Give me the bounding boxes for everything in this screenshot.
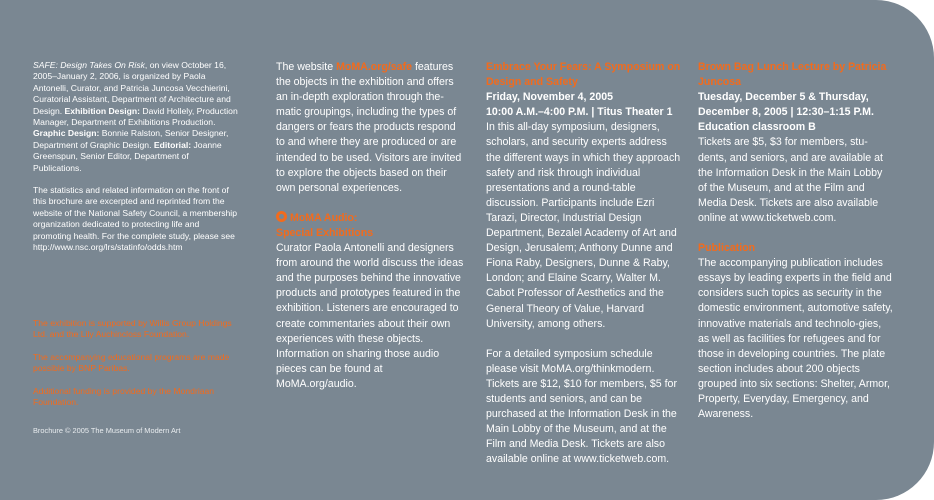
website-link[interactable]: MoMA.org/safe bbox=[336, 61, 412, 73]
symposium-heading: Embrace Your Fears: A Symposium on Design and Safety bbox=[486, 61, 681, 89]
lecture-column bbox=[698, 60, 893, 422]
website-intro: The website bbox=[276, 61, 337, 73]
copyright-footer: Brochure © 2005 The Museum of Modern Art bbox=[33, 426, 181, 435]
exhibition-design-label: Exhibition Design: bbox=[64, 105, 140, 116]
credits-paragraph bbox=[33, 60, 238, 174]
website-column bbox=[276, 60, 466, 392]
sponsor-1: The exhibition is supported by Willis Group Holdings Ltd. and the Lily Auchincloss Foundation. bbox=[33, 318, 232, 340]
statistics-note: The statistics and related information on the front of this brochure are excerpted and reprinted from the website of the National Safety Council, a membership organization dedicated to protecting life and promoting health. For the complete study, please see http://www.nsc.org/lrs/statinfo/odds.htm bbox=[33, 185, 237, 253]
website-text: features the objects in the exhibition and offers an in-depth exploration through the-matic groupings, including the types of dangers or fears the products respond to and where they are produced or are intended to be used. Visitors are invited to explore the objects based on their own personal experiences. bbox=[276, 61, 462, 194]
credits-column bbox=[33, 60, 238, 254]
lecture-date: Tuesday, December 5 & Thursday, December 8, 2005 | 12:30–1:15 P.M. bbox=[698, 91, 874, 119]
exhibition-title: SAFE: Design Takes On Risk bbox=[33, 60, 145, 70]
publication-heading: Publication bbox=[698, 242, 756, 255]
lecture-heading: Brown Bag Lunch Lecture by Patricia Juncosa bbox=[698, 61, 887, 89]
sponsor-3: Additional funding is provided by the Mondriaan Foundation. bbox=[33, 385, 215, 408]
symposium-column bbox=[486, 60, 681, 467]
credits-text: , on view October 16, 2005–January 2, 2006, is organized by Paola Antonelli, Curator, and Patricia Juncosa Vecchierini, Curatorial Assistant, Department of Architecture and Design. bbox=[33, 60, 231, 116]
graphic-design-text: Bonnie Ralston, Senior Designer, Department of Graphic Design. bbox=[33, 128, 229, 150]
editorial-text: Joanne Greenspun, Senior Editor, Department of Publications. bbox=[33, 139, 222, 173]
sponsor-2: The accompanying educational programs are made possible by BNP Paribas. bbox=[33, 351, 230, 374]
website-paragraph bbox=[276, 60, 466, 196]
symposium-body: In this all-day symposium, designers, scholars, and security experts address the different ways in which they approach safety and risk through individual presentations and a round-table discussion. Participants include Ezri Tarazi, Director, Industrial Design Department, Bezalel Academy of Art and Design, Jerusalem; Anthony Dunne and Fiona Raby, Designers, Dunne & Raby, London; and Elaine Scarry, Walter M. Cabot Professor of Aesthetics and the General Theory of Value, Harvard University, among others. bbox=[486, 121, 681, 330]
editorial-label: Editorial: bbox=[153, 139, 192, 150]
lecture-location: Education classroom B bbox=[698, 121, 816, 134]
publication-text: The accompanying publication includes essays by leading experts in the field and considers such topics as security in the domestic environment, automotive safety, innovative materials and technolo-gies, as well as facilities for refugees and for those in developing countries. The plate section includes about 200 objects grouped into six sections: Shelter, Armor, Property, Everyday, Emergency, and Awareness. bbox=[698, 257, 893, 421]
audio-heading-line2: Special Exhibitions bbox=[276, 226, 374, 239]
audio-heading-line1: MoMA Audio: bbox=[290, 211, 358, 224]
symposium-time: 10:00 A.M.–4:00 P.M. | Titus Theater 1 bbox=[486, 106, 673, 119]
sponsor-credits bbox=[33, 318, 233, 408]
audio-heading bbox=[276, 211, 466, 241]
audio-icon bbox=[276, 211, 287, 222]
symposium-date: Friday, November 4, 2005 bbox=[486, 91, 613, 104]
graphic-design-label: Graphic Design: bbox=[33, 128, 100, 139]
symposium-schedule: For a detailed symposium schedule please visit MoMA.org/thinkmodern. Tickets are $12, $10 for members, $5 for students and seniors, and can be purchased at the Information Desk in the Main Lobby of the Museum, and at the Film and Media Desk. Tickets are also available online at www.ticketweb.com. bbox=[486, 347, 677, 466]
exhibition-design-text: David Hollely, Production Manager, Department of Exhibitions Production. bbox=[33, 105, 238, 128]
lecture-tickets: Tickets are $5, $3 for members, stu-dents, and seniors, and are available at the Information Desk in the Main Lobby of the Museum, and at the Film and Media Desk. Tickets are also available online at www.ticketweb.com. bbox=[698, 136, 883, 224]
audio-text: Curator Paola Antonelli and designers from around the world discuss the ideas and the purposes behind the innovative products and prototypes featured in the exhibition. Listeners are encouraged to create commentaries about their own experiences with these objects. Information on sharing those audio pieces can be found at MoMA.org/audio. bbox=[276, 242, 464, 390]
